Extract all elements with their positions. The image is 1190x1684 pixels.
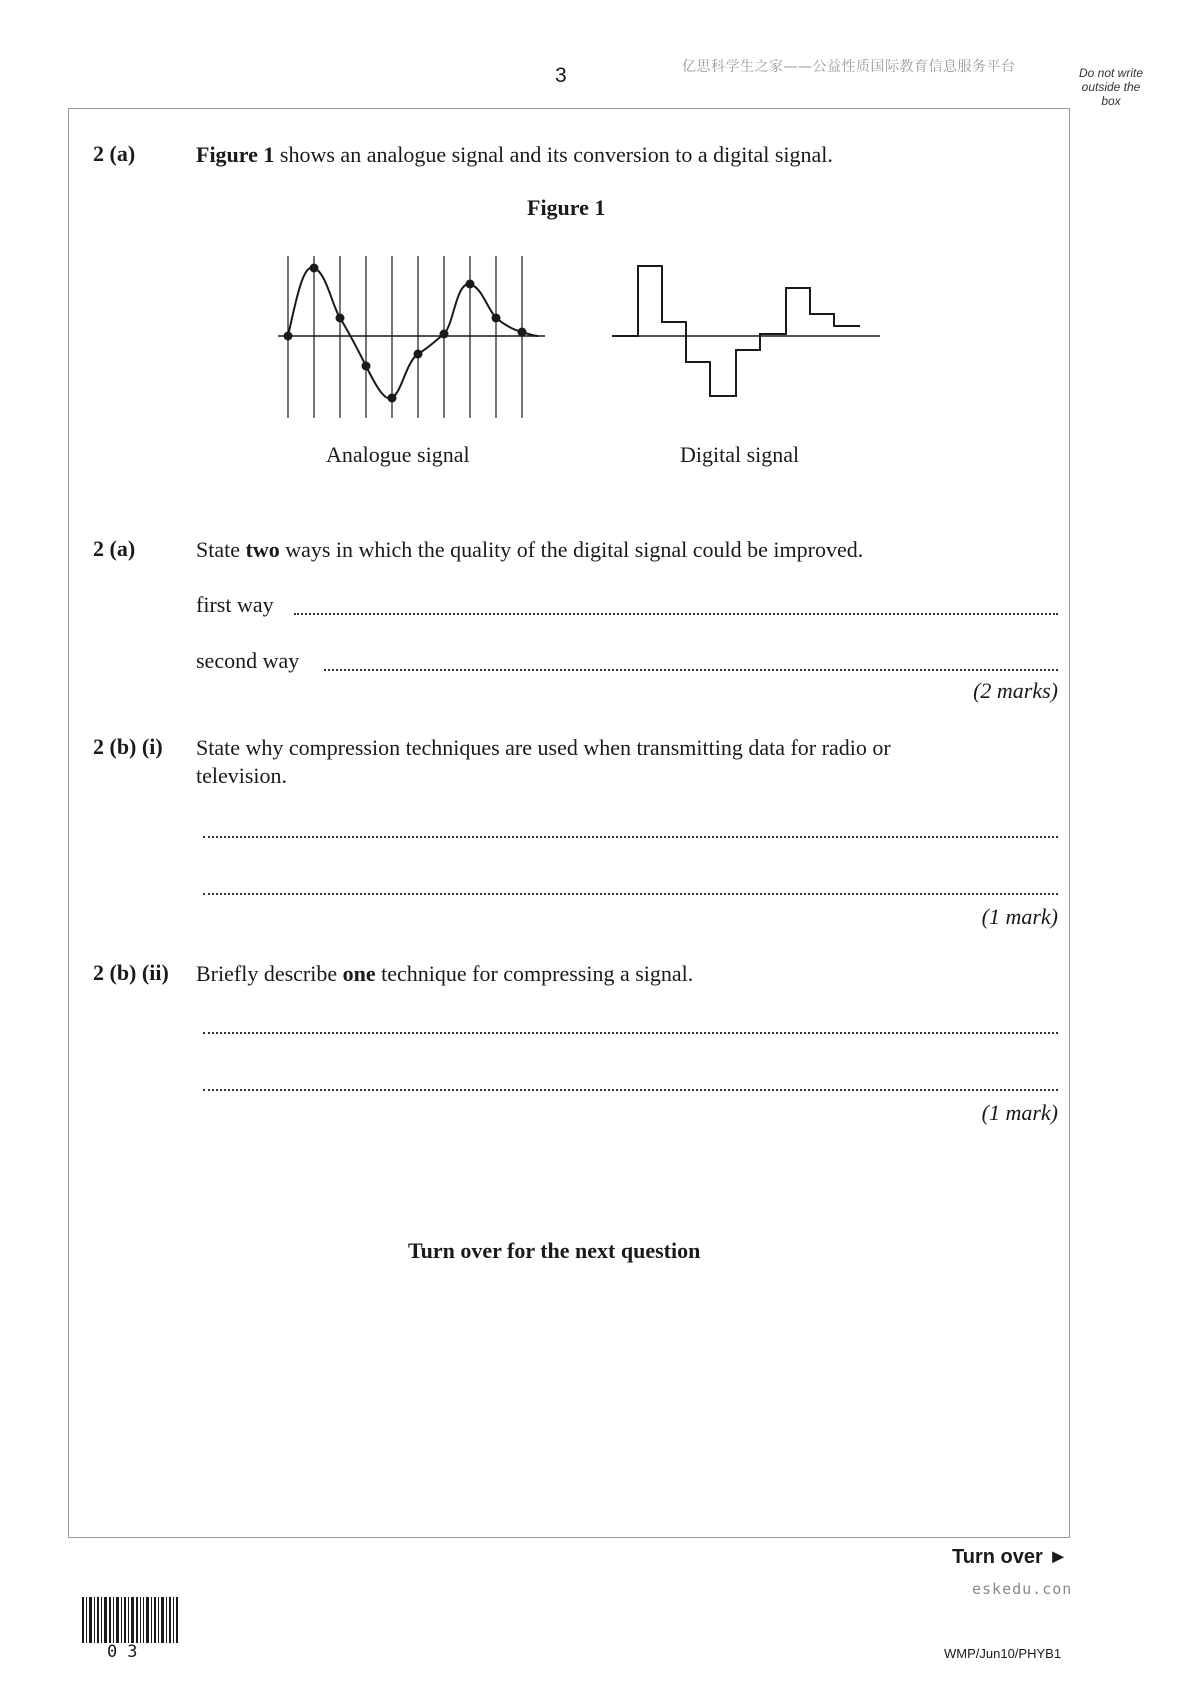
figure-caption: Figure 1 [527, 195, 606, 220]
first-way-label: first way [196, 592, 274, 617]
margin-note-line: box [1101, 94, 1121, 108]
answer-line[interactable] [203, 1032, 1058, 1034]
question-number: 2 (a) [93, 536, 136, 561]
sample-point [492, 314, 501, 323]
analogue-waveform [288, 268, 538, 399]
page-number: 3 [555, 64, 567, 87]
question-text-rest: shows an analogue signal and its conversion to a digital signal. [274, 142, 833, 167]
question-number: 2 (b) (i) [93, 734, 163, 759]
question-number: 2 (a) [93, 141, 136, 166]
marks-label: (2 marks) [973, 678, 1058, 703]
sampling-lines [288, 256, 522, 418]
question-text-part: technique for compressing a signal. [375, 961, 694, 986]
question-text-line: television. [196, 763, 288, 788]
margin-note [1068, 66, 1154, 108]
digital-waveform [612, 266, 860, 396]
question-text-part: ways in which the quality of the digital signal could be improved. [279, 537, 864, 562]
turn-over-next-question: Turn over for the next question [408, 1238, 701, 1263]
sample-point [310, 264, 319, 273]
analogue-signal-label: Analogue signal [326, 442, 470, 467]
sample-points [284, 264, 527, 403]
answer-line[interactable] [203, 1089, 1058, 1091]
margin-note-line: Do not write [1078, 66, 1144, 80]
question-text-part: State [196, 537, 246, 562]
question-text [196, 141, 833, 169]
digital-signal-label: Digital signal [680, 442, 800, 467]
second-way-answer-line[interactable] [324, 669, 1058, 671]
figure-reference: Figure 1 [196, 142, 275, 167]
paper-reference: WMP/Jun10/PHYB1 [944, 1646, 1062, 1661]
signal-figure [270, 250, 910, 425]
barcode [82, 1597, 178, 1643]
question-number: 2 (b) (ii) [93, 960, 169, 985]
answer-line[interactable] [203, 893, 1058, 895]
sample-point [336, 314, 345, 323]
question-text [196, 960, 693, 988]
question-text [196, 536, 863, 564]
turn-over-label: Turn over ► [952, 1546, 1069, 1568]
site-mark: eskedu.con [972, 1580, 1073, 1598]
first-way-answer-line[interactable] [294, 613, 1058, 615]
question-emphasis: one [342, 961, 376, 986]
question-text [196, 734, 891, 790]
watermark-text: 亿思科学生之家——公益性质国际教育信息服务平台 [682, 59, 1016, 75]
sample-point [440, 330, 449, 339]
sample-point [518, 328, 527, 337]
barcode-digits: 03 [107, 1642, 148, 1662]
sample-point [362, 362, 371, 371]
answer-line[interactable] [203, 836, 1058, 838]
sample-point [284, 332, 293, 341]
second-way-label: second way [196, 648, 300, 673]
question-text-part: Briefly describe [196, 961, 343, 986]
margin-note-line: outside the [1081, 80, 1141, 94]
marks-label: (1 mark) [981, 1100, 1058, 1125]
marks-label: (1 mark) [981, 904, 1058, 929]
question-text-line: State why compression techniques are used when transmitting data for radio or [196, 735, 891, 760]
sample-point [466, 280, 475, 289]
sample-point [414, 350, 423, 359]
question-emphasis: two [245, 537, 280, 562]
sample-point [388, 394, 397, 403]
